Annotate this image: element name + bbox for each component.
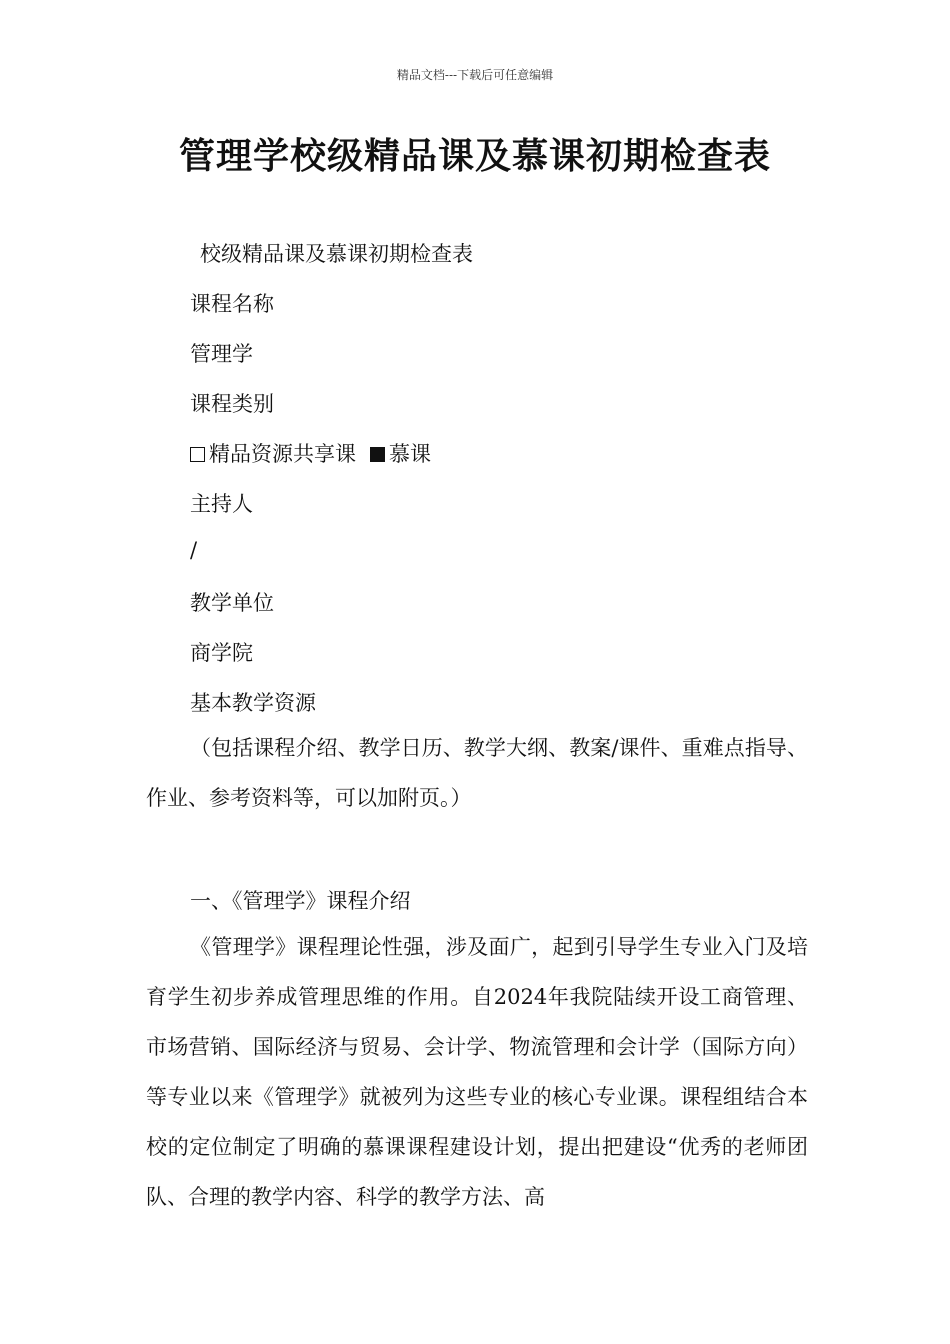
checkbox-unchecked[interactable] [190,447,205,462]
host-label: 主持人 [190,492,253,516]
host-value: / [190,538,198,562]
resources-label: 基本教学资源 [190,691,316,715]
section-heading: 一、《管理学》课程介绍 [190,889,411,913]
form-subtitle: 校级精品课及慕课初期检查表 [200,242,473,266]
section-body: 《管理学》课程理论性强，涉及面广，起到引导学生专业入门及培育学生初步养成管理思维的作用。自2024年我院陆续开设工商管理、市场营销、国际经济与贸易、会计学、物流管理和会计学（国际方向）等专业以来《管理学》就被列为这些专业的核心专业课。课程组结合本校的定位制定了明确的慕课课程建设计划，提出把建设“优秀的老师团队、合理的教学内容、科学的教学方法、高 [146,935,808,1209]
resources-note: （包括课程介绍、教学日历、教学大纲、教案/课件、重难点指导、作业、参考资料等，可以加附页。） [146,736,808,810]
unit-label: 教学单位 [190,591,274,615]
document-title: 管理学校级精品课及慕课初期检查表 [178,135,771,177]
checkbox-checked[interactable] [370,447,385,462]
option-label-mooc: 慕课 [389,442,431,466]
unit-value: 商学院 [190,641,253,665]
course-type-label: 课程类别 [190,392,274,416]
course-type-options [190,438,431,468]
header-note: 精品文档---下载后可任意编辑 [396,68,554,82]
course-name-label: 课程名称 [190,292,274,316]
course-name-value: 管理学 [190,342,253,366]
option-label-resource-sharing: 精品资源共享课 [209,442,356,466]
